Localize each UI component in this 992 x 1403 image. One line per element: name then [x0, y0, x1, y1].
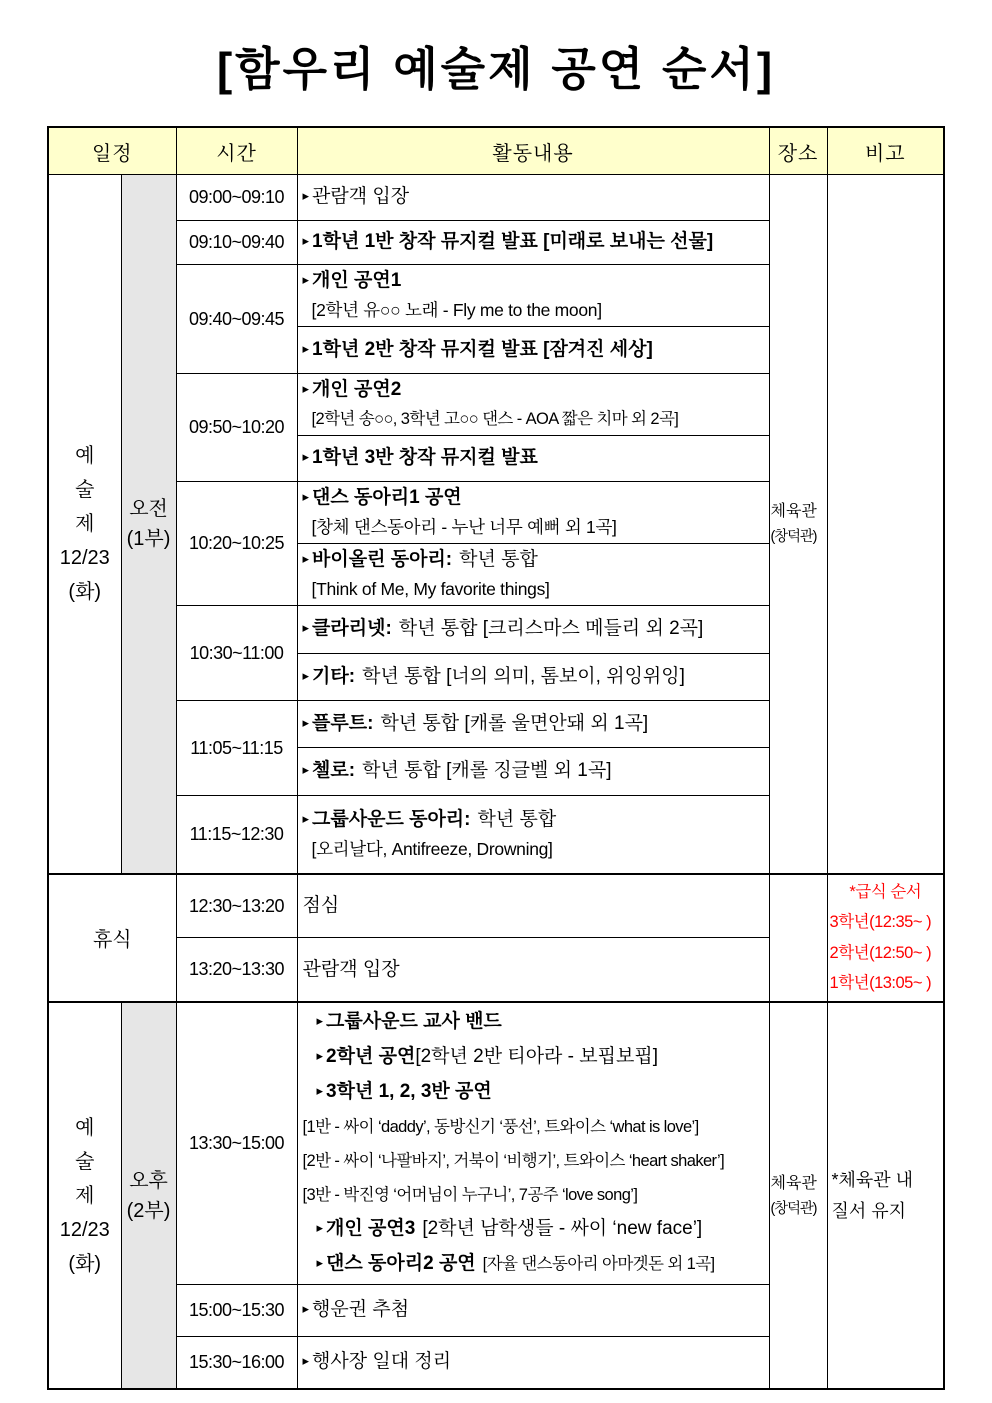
activity-cell: [297, 748, 769, 796]
activity-text-bold: 그룹사운드 동아리:: [312, 809, 471, 831]
note-line: 질서 유지: [831, 1200, 907, 1221]
place-line: (창덕관): [770, 529, 817, 546]
triangle-bullet-icon: ▸: [302, 340, 310, 356]
place-line: 체육관: [770, 1174, 817, 1192]
activity-line: [303, 1247, 766, 1282]
activity-text: 학년 통합 [캐롤 징글벨 외 1곡]: [362, 760, 612, 782]
break-label-cell: 휴식: [48, 874, 176, 1002]
table-row: [48, 175, 944, 221]
time-cell: 15:30~16:00: [176, 1336, 297, 1389]
schedule-line: (화): [68, 1252, 102, 1275]
activity-text-bold: 클라리넷:: [312, 618, 392, 640]
time-cell: 09:00~09:10: [176, 175, 297, 221]
triangle-bullet-icon: ▸: [302, 489, 310, 505]
note-cell-morning: [827, 175, 944, 874]
activity-line: [303, 444, 766, 473]
activity-cell: [297, 796, 769, 874]
activity-detail-line: [창체 댄스동아리 - 누난 너무 예뻐 외 1곡]: [311, 517, 617, 538]
triangle-bullet-icon: ▸: [302, 762, 310, 778]
time-cell: 10:20~10:25: [176, 482, 297, 606]
triangle-bullet-icon: ▸: [302, 449, 310, 465]
time-cell: 12:30~13:20: [176, 874, 297, 938]
activity-text-bold: 바이올린 동아리:: [312, 549, 453, 571]
schedule-line: 술: [75, 479, 95, 502]
triangle-bullet-icon: ▸: [302, 272, 310, 288]
schedule-line: 제: [75, 1184, 95, 1207]
header-place: 장소: [769, 127, 827, 175]
header-activity: 활동내용: [297, 127, 769, 175]
time-cell: 11:15~12:30: [176, 796, 297, 874]
triangle-bullet-icon: ▸: [302, 1300, 310, 1316]
header-time: 시간: [176, 127, 297, 175]
part-cell-afternoon: [121, 1002, 176, 1390]
time-cell: 11:05~11:15: [176, 701, 297, 796]
activity-text-bold: 1학년 2반 창작 뮤지컬 발표 [잠겨진 세상]: [312, 338, 653, 360]
activity-line: [303, 484, 766, 513]
time-cell: 10:30~11:00: [176, 606, 297, 701]
activity-line: 점심: [302, 895, 340, 917]
triangle-bullet-icon: ▸: [316, 1082, 324, 1098]
schedule-cell-morning: [48, 175, 121, 874]
schedule-cell-afternoon: [48, 1002, 121, 1390]
activity-text: 학년 통합 [너의 의미, 톰보이, 위잉위잉]: [362, 665, 685, 687]
triangle-bullet-icon: ▸: [302, 188, 310, 204]
note-line: 1학년(13:05~ ): [829, 974, 932, 993]
activity-detail-line: [1반 - 싸이 ‘daddy’, 동방신기 ‘풍선’, 트와이스 ‘what is love’]: [302, 1117, 699, 1136]
schedule-line: (화): [68, 581, 102, 604]
schedule-line: 12/23: [59, 1218, 110, 1241]
activity-cell: [297, 606, 769, 654]
part-line: (2부): [126, 1199, 171, 1222]
note-cell-break: [827, 874, 944, 1002]
part-line: (1부): [126, 528, 171, 551]
time-cell: 13:30~15:00: [176, 1002, 297, 1285]
activity-text-bold: 개인 공연3: [326, 1217, 416, 1239]
triangle-bullet-icon: ▸: [316, 1219, 324, 1235]
activity-text: 학년 통합 [크리스마스 메들리 외 2곡]: [398, 618, 704, 640]
activity-text: 행운권 추첨: [312, 1298, 410, 1320]
part-line: 오전: [129, 498, 168, 521]
activity-cell: [297, 544, 769, 606]
activity-line: 관람객 입장: [302, 958, 400, 980]
activity-line: [303, 1040, 766, 1075]
header-note: 비고: [827, 127, 944, 175]
place-line: 체육관: [770, 503, 817, 521]
schedule-line: 예: [75, 1116, 95, 1139]
part-cell-morning: [121, 175, 176, 874]
header-schedule: 일정: [48, 127, 176, 175]
activity-cell: [297, 938, 769, 1002]
activity-line: [303, 1212, 766, 1247]
time-cell: 09:40~09:45: [176, 265, 297, 374]
schedule-line: 예: [75, 445, 95, 468]
activity-cell: [297, 1002, 769, 1285]
activity-cell: [297, 1336, 769, 1389]
triangle-bullet-icon: ▸: [302, 811, 310, 827]
triangle-bullet-icon: ▸: [302, 233, 310, 249]
time-cell: 15:00~15:30: [176, 1284, 297, 1336]
time-cell: 13:20~13:30: [176, 938, 297, 1002]
activity-text-bold: 2학년 공연: [326, 1045, 416, 1067]
activity-line: [303, 1005, 766, 1040]
activity-line: [303, 1075, 766, 1110]
note-cell-afternoon: [827, 1002, 944, 1390]
activity-detail-line: [2학년 유○○ 노래 - Fly me to the moon]: [311, 300, 602, 321]
activity-line: [303, 710, 766, 739]
activity-cell: [297, 482, 769, 544]
triangle-bullet-icon: ▸: [302, 381, 310, 397]
triangle-bullet-icon: ▸: [316, 1047, 324, 1063]
activity-cell: [297, 1284, 769, 1336]
header-row: [48, 127, 944, 175]
triangle-bullet-icon: ▸: [316, 1254, 324, 1270]
activity-cell: [297, 436, 769, 482]
activity-line: [303, 336, 766, 365]
activity-text-bold: 댄스 동아리2 공연: [326, 1252, 476, 1274]
activity-text-bold: 3학년 1, 2, 3반 공연: [326, 1080, 492, 1102]
activity-text-bold: 개인 공연1: [312, 270, 402, 292]
triangle-bullet-icon: ▸: [316, 1012, 324, 1028]
activity-cell: [297, 654, 769, 701]
activity-detail-line: [Think of Me, My favorite things]: [311, 579, 550, 600]
schedule-line: 술: [75, 1150, 95, 1173]
activity-cell: [297, 265, 769, 327]
activity-cell: [297, 874, 769, 938]
activity-text: [2학년 2반 티아라 - 보핍보핍]: [415, 1045, 658, 1067]
activity-detail-line: [2반 - 싸이 ‘나팔바지’, 거북이 ‘비행기’, 트와이스 ‘heart shaker’]: [302, 1151, 725, 1170]
activity-line: [303, 1348, 766, 1377]
activity-text-bold: 1학년 1반 창작 뮤지컬 발표 [미래로 보내는 선물]: [312, 231, 714, 253]
activity-line: [303, 228, 766, 257]
activity-detail-line: [오리날다, Antifreeze, Drowning]: [311, 839, 553, 860]
activity-cell: [297, 221, 769, 265]
triangle-bullet-icon: ▸: [302, 714, 310, 730]
activity-text-bold: 첼로:: [312, 760, 356, 782]
time-cell: 09:10~09:40: [176, 221, 297, 265]
activity-text: 행사장 일대 정리: [312, 1351, 452, 1373]
activity-text: 관람객 입장: [312, 186, 410, 208]
activity-line: [303, 663, 766, 692]
activity-cell: [297, 374, 769, 436]
activity-cell: [297, 701, 769, 748]
activity-line: [303, 615, 766, 644]
time-cell: 09:50~10:20: [176, 374, 297, 482]
activity-text-bold: 그룹사운드 교사 밴드: [326, 1010, 502, 1032]
table-row: [48, 1002, 944, 1285]
schedule-line: 12/23: [59, 547, 110, 570]
triangle-bullet-icon: ▸: [302, 667, 310, 683]
triangle-bullet-icon: ▸: [302, 620, 310, 636]
triangle-bullet-icon: ▸: [302, 1353, 310, 1369]
triangle-bullet-icon: ▸: [302, 551, 310, 567]
note-line: *급식 순서: [849, 882, 922, 901]
part-line: 오후: [129, 1169, 168, 1192]
activity-line: [303, 376, 766, 405]
schedule-line: 제: [75, 513, 95, 536]
place-line: (창덕관): [770, 1200, 817, 1217]
note-line: 2학년(12:50~ ): [829, 943, 932, 962]
activity-text-bold: 1학년 3반 창작 뮤지컬 발표: [312, 447, 538, 469]
activity-detail-line: [2학년 송○○, 3학년 고○○ 댄스 - AOA 짧은 치마 외 2곡]: [311, 410, 679, 429]
activity-line: [303, 546, 766, 575]
activity-text: 학년 통합 [캐롤 울면안돼 외 1곡]: [380, 712, 649, 734]
page-title: [함우리 예술제 공연 순서]: [216, 43, 776, 95]
activity-text: [2학년 남학생들 - 싸이 ‘new face’]: [422, 1217, 703, 1239]
place-cell-morning: [769, 175, 827, 874]
activity-text-bold: 댄스 동아리1 공연: [312, 487, 462, 509]
note-line: *체육관 내: [831, 1170, 914, 1191]
schedule-table: [47, 126, 945, 1391]
place-cell-break: [769, 874, 827, 1002]
activity-text-bold: 기타:: [312, 665, 356, 687]
place-cell-afternoon: [769, 1002, 827, 1390]
activity-line: [303, 806, 766, 835]
activity-text-bold: 개인 공연2: [312, 379, 402, 401]
activity-cell: [297, 175, 769, 221]
activity-detail-line: [3반 - 박진영 ‘어머님이 누구니’, 7공주 ‘love song’]: [302, 1185, 638, 1204]
activity-text-bold: 플루트:: [312, 712, 374, 734]
activity-line: [303, 1296, 766, 1325]
note-line: 3학년(12:35~ ): [829, 913, 932, 932]
table-row: [48, 874, 944, 938]
activity-line: [303, 757, 766, 786]
activity-text: [자율 댄스동아리 아마겟돈 외 1곡]: [482, 1254, 715, 1273]
activity-text: 학년 통합: [477, 809, 557, 831]
activity-cell: [297, 327, 769, 374]
activity-text: 학년 통합: [459, 549, 538, 571]
activity-line: [303, 183, 766, 212]
activity-line: [303, 267, 766, 296]
